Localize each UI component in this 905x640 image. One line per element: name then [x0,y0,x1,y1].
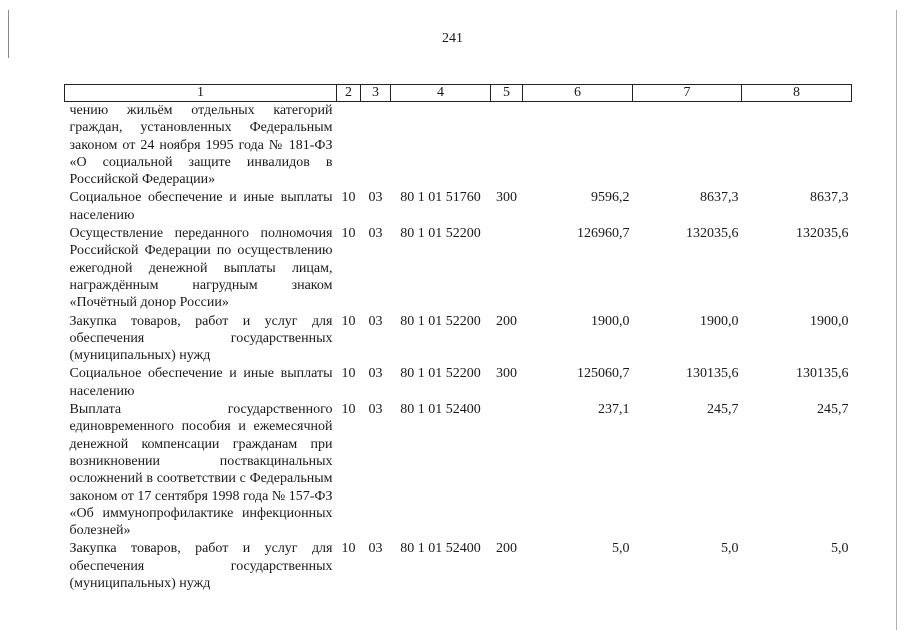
row-target-code [391,102,491,190]
row-amount-6: 5,0 [612,541,630,557]
row-amount-6: 1900,0 [591,313,630,329]
row-subsection: 03 [368,313,383,329]
row-name: Социальное обеспечение и иные выплаты населению [69,366,333,399]
row-amount-7 [633,102,742,190]
row-amount-6: 125060,7 [577,366,630,382]
row-expense-type [491,401,523,540]
row-amount-8: 5,0 [831,541,849,557]
row-section: 10 [341,226,356,242]
row-amount-8: 8637,3 [810,190,849,206]
row-amount-8 [742,102,852,190]
row-expense-type [491,225,523,312]
row-amount-7: 1900,0 [700,313,739,329]
row-section: 10 [341,402,356,418]
row-subsection [361,102,391,190]
table-row [65,189,852,225]
row-target-code: 80 1 01 52200 [400,366,481,382]
row-section: 10 [341,541,356,557]
row-expense-type: 300 [496,366,517,382]
header-col-6: 6 [523,85,633,102]
table-row [65,540,852,593]
table-row [65,401,852,540]
table-row [65,225,852,312]
row-amount-7: 130135,6 [686,366,739,382]
row-section: 10 [341,313,356,329]
row-amount-6: 9596,2 [591,190,630,206]
row-amount-8: 1900,0 [810,313,849,329]
row-amount-8: 245,7 [817,402,849,418]
budget-table [64,84,852,593]
header-col-2: 2 [337,85,361,102]
row-amount-6: 126960,7 [577,226,630,242]
row-name: Социальное обеспечение и иные выплаты населению [69,190,333,223]
page-number: 241 [442,31,463,46]
row-amount-7: 5,0 [721,541,739,557]
row-amount-7: 132035,6 [686,226,739,242]
row-subsection: 03 [368,190,383,206]
row-subsection: 03 [368,541,383,557]
row-target-code: 80 1 01 52400 [400,402,481,418]
header-col-3: 3 [361,85,391,102]
row-name: Выплата государственного единовременного пособия и ежемесячной денежной компенсации гражданам при возникновении поствакцинальных осложнений в соответствии с Федеральным законом от 17 сентября 1998 года № 157-ФЗ «Об иммунопрофилактике инфекционных болезней» [69,402,333,539]
row-amount-7: 8637,3 [700,190,739,206]
row-amount-8: 132035,6 [796,226,849,242]
table-row [65,102,852,190]
row-subsection: 03 [368,366,383,382]
scan-edge-right [896,10,897,630]
row-target-code: 80 1 01 51760 [400,190,481,206]
row-amount-6 [523,102,633,190]
header-col-7: 7 [633,85,742,102]
row-target-code: 80 1 01 52200 [400,226,481,242]
row-target-code: 80 1 01 52400 [400,541,481,557]
header-col-8: 8 [742,85,852,102]
row-expense-type: 200 [496,313,517,329]
header-col-5: 5 [491,85,523,102]
row-name: чению жильём отдельных категорий граждан, установленных Федеральным законом от 24 ноября 1995 года № 181-ФЗ «О социальной защите инвалидов в Российской Федерации» [69,103,333,188]
row-expense-type: 300 [496,190,517,206]
header-row [65,85,852,102]
table-body [65,102,852,594]
row-amount-7: 245,7 [707,402,739,418]
row-expense-type [491,102,523,190]
row-subsection: 03 [368,226,383,242]
table-row [65,365,852,401]
row-target-code: 80 1 01 52200 [400,313,481,329]
row-section [337,102,361,190]
row-amount-6: 237,1 [598,402,630,418]
row-name: Осуществление переданного полномочия Российской Федерации по осуществлению ежегодной денежной выплаты лицам, награждённым нагрудным знаком «Почётный донор России» [69,226,333,311]
header-col-1: 1 [65,85,337,102]
row-section: 10 [341,190,356,206]
header-col-4: 4 [391,85,491,102]
row-expense-type: 200 [496,541,517,557]
table-header [65,85,852,102]
row-name: Закупка товаров, работ и услуг для обеспечения государственных (муниципальных) нужд [69,541,333,592]
row-amount-8: 130135,6 [796,366,849,382]
row-subsection: 03 [368,402,383,418]
row-section: 10 [341,366,356,382]
table-row [65,313,852,366]
row-name: Закупка товаров, работ и услуг для обеспечения государственных (муниципальных) нужд [69,313,333,364]
